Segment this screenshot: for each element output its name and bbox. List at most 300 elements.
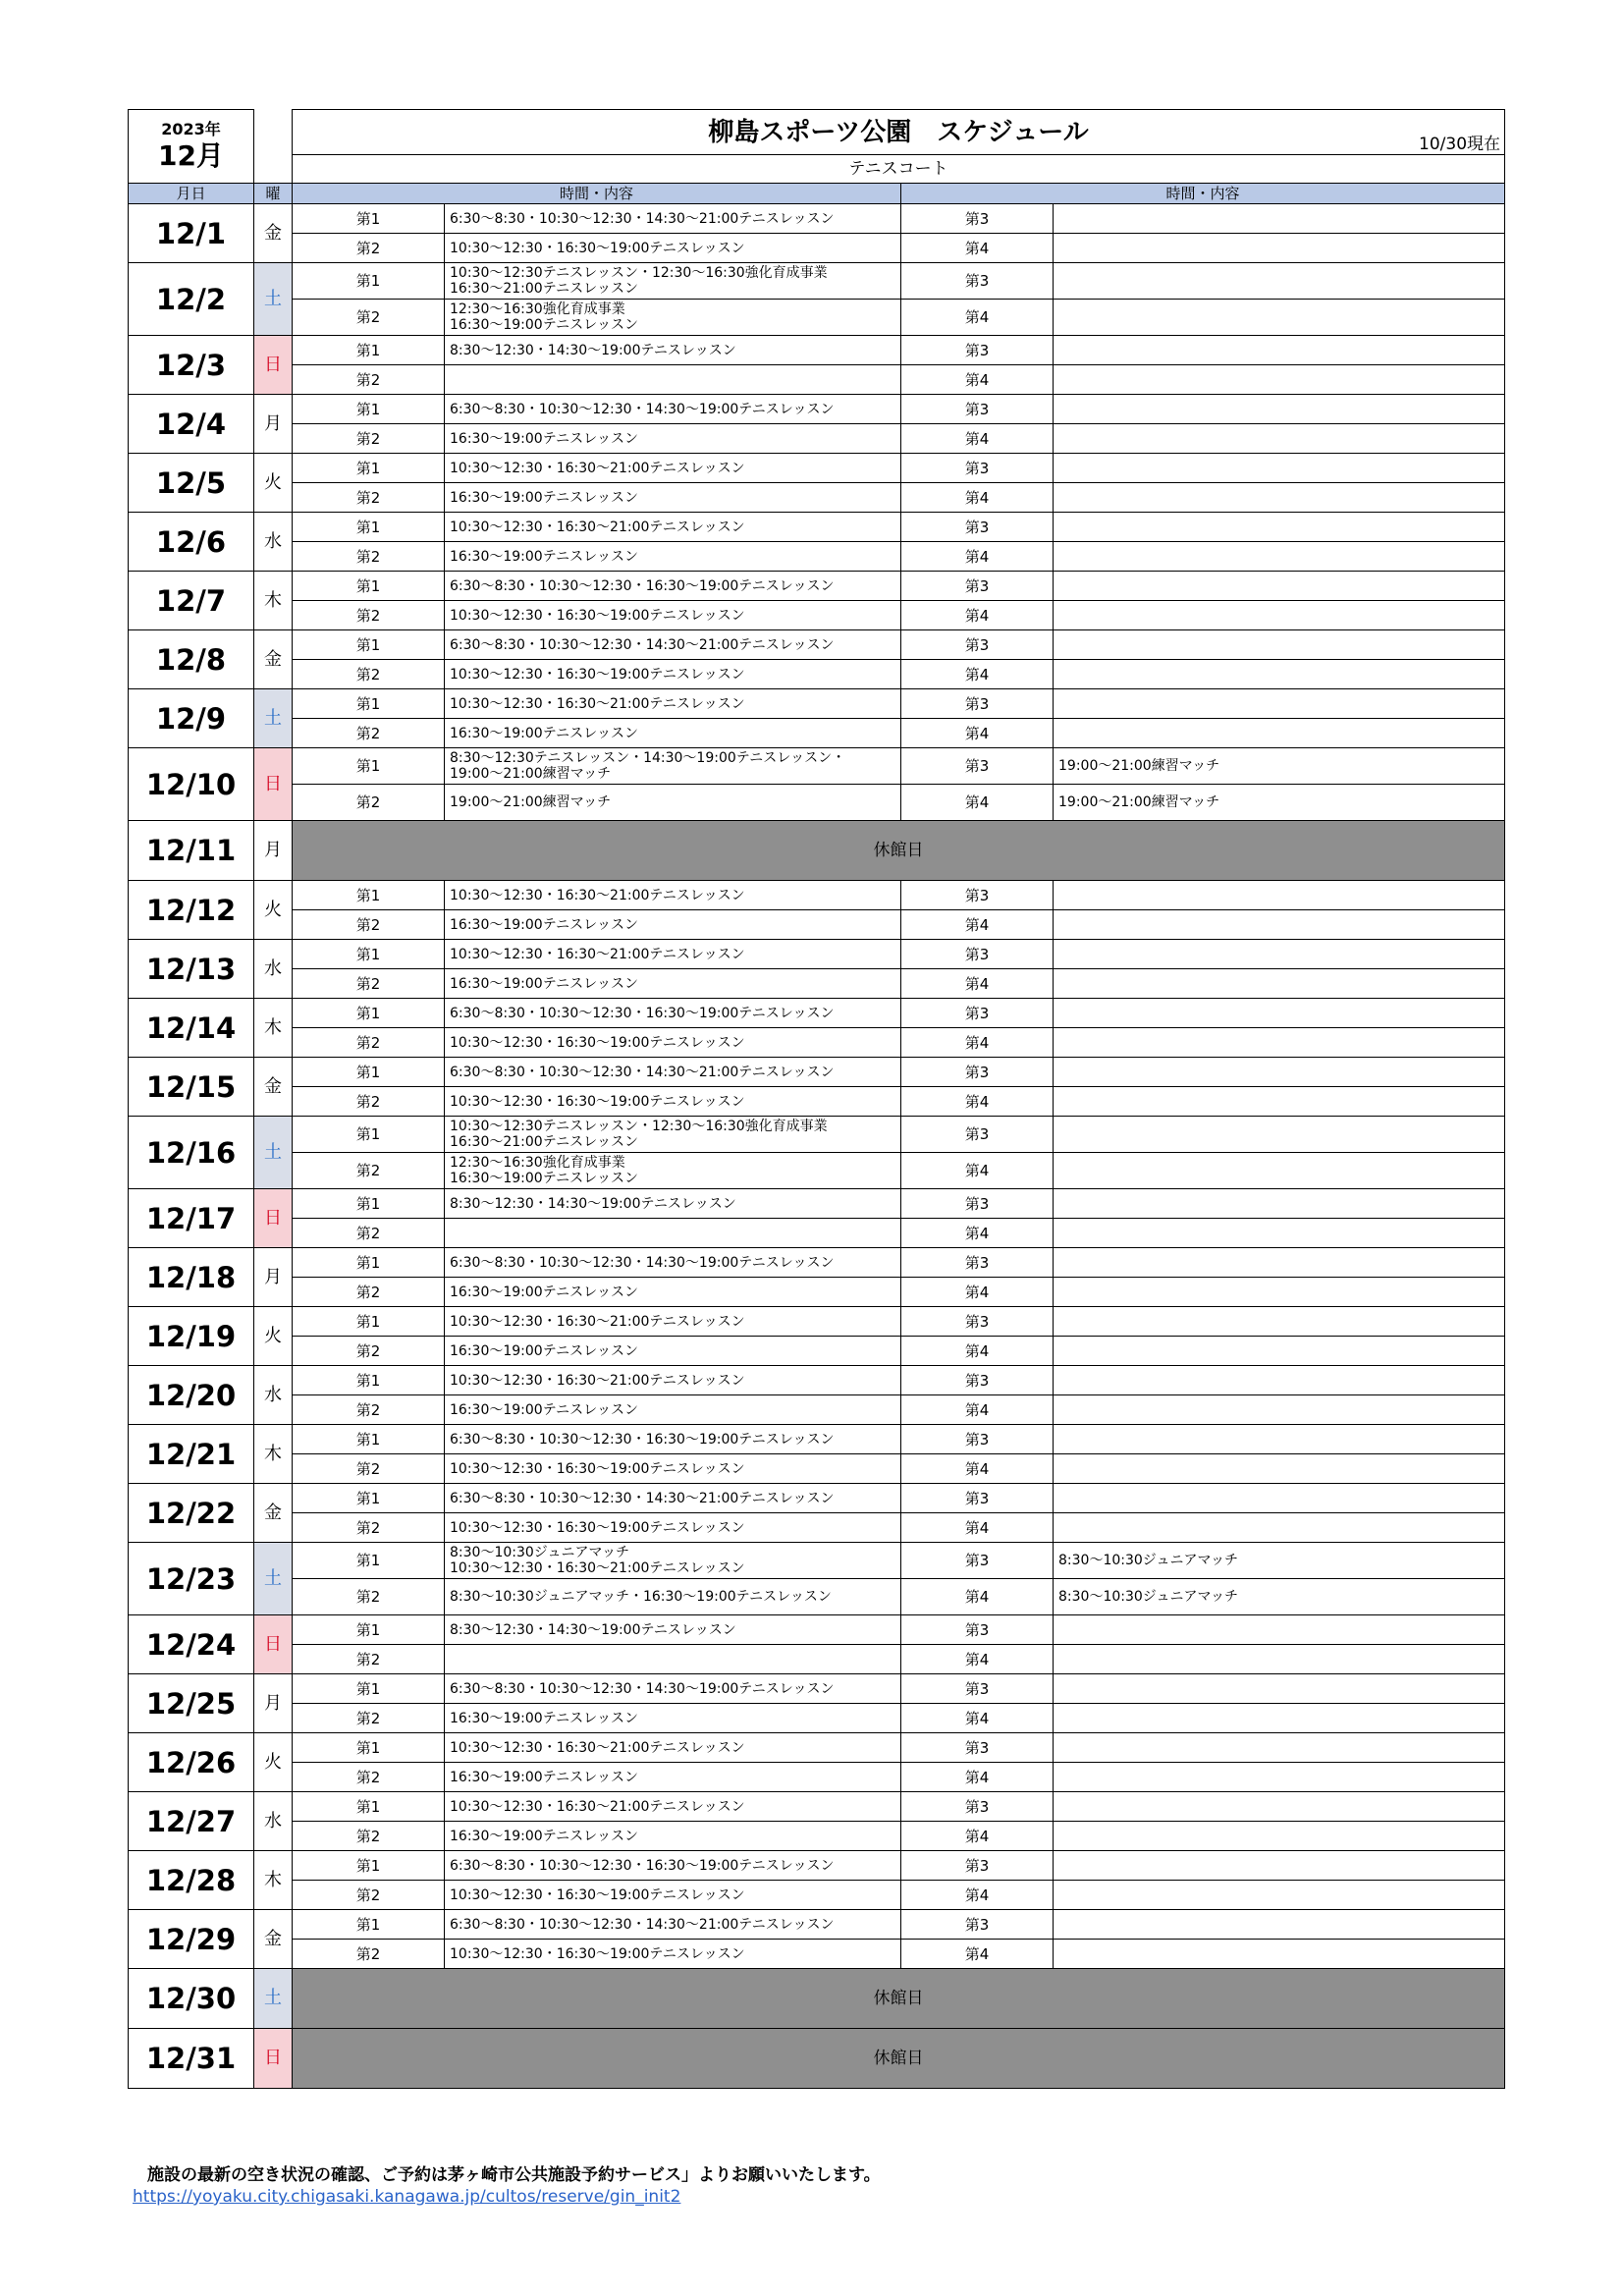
- day-of-week: 月: [254, 821, 293, 881]
- court-4-schedule: [1054, 1822, 1505, 1851]
- court-2-schedule: 10:30〜12:30・16:30〜19:00テニスレッスン: [445, 1513, 901, 1543]
- day-date: 12/10: [129, 748, 254, 821]
- day-date: 12/2: [129, 263, 254, 336]
- court-1-schedule: 6:30〜8:30・10:30〜12:30・14:30〜21:00テニスレッスン: [445, 1910, 901, 1940]
- court-4-schedule: [1054, 234, 1505, 263]
- court-4-schedule: [1054, 1028, 1505, 1058]
- day-date: 12/1: [129, 204, 254, 263]
- court-4-schedule: [1054, 1645, 1505, 1674]
- court-3-label: 第3: [901, 1733, 1054, 1763]
- day-of-week: 土: [254, 1117, 293, 1189]
- day-row: [129, 940, 1505, 969]
- day-of-week: 日: [254, 1615, 293, 1674]
- day-of-week: 金: [254, 1058, 293, 1117]
- court-3-label: 第3: [901, 689, 1054, 719]
- day-of-week: 日: [254, 748, 293, 821]
- day-date: 12/20: [129, 1366, 254, 1425]
- court-1-schedule: 10:30〜12:30・16:30〜21:00テニスレッスン: [445, 881, 901, 910]
- court-2-schedule: 19:00〜21:00練習マッチ: [445, 785, 901, 821]
- court-2-label: 第2: [293, 1337, 445, 1366]
- court-2-schedule: 16:30〜19:00テニスレッスン: [445, 483, 901, 513]
- court-4-schedule: 8:30〜10:30ジュニアマッチ: [1054, 1579, 1505, 1615]
- court-2-schedule: 16:30〜19:00テニスレッスン: [445, 424, 901, 454]
- day-row-second: [129, 1153, 1505, 1189]
- day-row: [129, 1910, 1505, 1940]
- day-row-second: [129, 910, 1505, 940]
- court-4-schedule: [1054, 483, 1505, 513]
- court-2-label: 第2: [293, 1153, 445, 1189]
- court-4-schedule: [1054, 660, 1505, 689]
- day-row: [129, 1615, 1505, 1645]
- court-4-label: 第4: [901, 424, 1054, 454]
- court-4-label: 第4: [901, 1513, 1054, 1543]
- court-4-label: 第4: [901, 1337, 1054, 1366]
- court-3-label: 第3: [901, 1248, 1054, 1278]
- day-row: [129, 689, 1505, 719]
- court-1-schedule: 10:30〜12:30・16:30〜21:00テニスレッスン: [445, 454, 901, 483]
- court-1-label: 第1: [293, 1189, 445, 1219]
- court-4-schedule: [1054, 1395, 1505, 1425]
- court-2-schedule: 12:30〜16:30強化育成事業 16:30〜19:00テニスレッスン: [445, 300, 901, 336]
- day-row-second: [129, 234, 1505, 263]
- day-date: 12/24: [129, 1615, 254, 1674]
- day-row-second: [129, 1454, 1505, 1484]
- day-row: [129, 1307, 1505, 1337]
- court-2-label: 第2: [293, 1087, 445, 1117]
- court-3-schedule: [1054, 454, 1505, 483]
- court-2-label: 第2: [293, 1278, 445, 1307]
- court-3-label: 第3: [901, 630, 1054, 660]
- court-2-label: 第2: [293, 542, 445, 572]
- col-header-dow: 曜: [254, 184, 293, 204]
- court-3-label: 第3: [901, 1189, 1054, 1219]
- day-of-week: 日: [254, 1189, 293, 1248]
- court-4-label: 第4: [901, 1395, 1054, 1425]
- day-row-second: [129, 660, 1505, 689]
- day-row: [129, 1969, 1505, 2029]
- court-1-schedule: 6:30〜8:30・10:30〜12:30・16:30〜19:00テニスレッスン: [445, 1851, 901, 1881]
- day-row-second: [129, 785, 1505, 821]
- page-title-cell: [293, 110, 1505, 155]
- col-header-time-2: 時間・内容: [901, 184, 1505, 204]
- court-2-label: 第2: [293, 1219, 445, 1248]
- day-of-week: 水: [254, 940, 293, 999]
- court-4-label: 第4: [901, 785, 1054, 821]
- day-row: [129, 1733, 1505, 1763]
- court-3-schedule: [1054, 336, 1505, 365]
- court-4-schedule: [1054, 1454, 1505, 1484]
- court-4-schedule: [1054, 542, 1505, 572]
- day-of-week: 日: [254, 336, 293, 395]
- day-date: 12/21: [129, 1425, 254, 1484]
- court-1-schedule: 8:30〜12:30テニスレッスン・14:30〜19:00テニスレッスン・ 19:00〜21:00練習マッチ: [445, 748, 901, 785]
- court-3-schedule: [1054, 1366, 1505, 1395]
- court-2-schedule: 16:30〜19:00テニスレッスン: [445, 910, 901, 940]
- court-1-label: 第1: [293, 748, 445, 785]
- day-row: [129, 999, 1505, 1028]
- court-1-schedule: 10:30〜12:30・16:30〜21:00テニスレッスン: [445, 940, 901, 969]
- court-3-schedule: [1054, 1189, 1505, 1219]
- day-of-week: 月: [254, 395, 293, 454]
- court-4-schedule: [1054, 424, 1505, 454]
- court-1-schedule: 6:30〜8:30・10:30〜12:30・14:30〜21:00テニスレッスン: [445, 1484, 901, 1513]
- closed-day: 休館日: [293, 821, 1505, 881]
- day-row-second: [129, 1028, 1505, 1058]
- court-1-label: 第1: [293, 999, 445, 1028]
- court-1-label: 第1: [293, 395, 445, 424]
- day-row-second: [129, 365, 1505, 395]
- col-header-time-1: 時間・内容: [293, 184, 901, 204]
- court-3-label: 第3: [901, 204, 1054, 234]
- court-3-schedule: [1054, 1117, 1505, 1153]
- court-2-schedule: 16:30〜19:00テニスレッスン: [445, 1704, 901, 1733]
- court-1-label: 第1: [293, 1910, 445, 1940]
- court-2-label: 第2: [293, 1454, 445, 1484]
- day-date: 12/13: [129, 940, 254, 999]
- court-4-schedule: [1054, 1513, 1505, 1543]
- court-4-schedule: [1054, 1881, 1505, 1910]
- court-2-label: 第2: [293, 483, 445, 513]
- court-4-label: 第4: [901, 1822, 1054, 1851]
- court-4-label: 第4: [901, 1763, 1054, 1792]
- day-row-second: [129, 1645, 1505, 1674]
- day-date: 12/22: [129, 1484, 254, 1543]
- court-1-label: 第1: [293, 1248, 445, 1278]
- day-date: 12/17: [129, 1189, 254, 1248]
- day-date: 12/30: [129, 1969, 254, 2029]
- day-row-second: [129, 719, 1505, 748]
- court-3-schedule: [1054, 1248, 1505, 1278]
- day-of-week: 金: [254, 630, 293, 689]
- court-1-label: 第1: [293, 881, 445, 910]
- court-1-label: 第1: [293, 1425, 445, 1454]
- court-4-label: 第4: [901, 1881, 1054, 1910]
- court-1-schedule: 10:30〜12:30・16:30〜21:00テニスレッスン: [445, 1366, 901, 1395]
- day-row: [129, 204, 1505, 234]
- court-3-schedule: [1054, 689, 1505, 719]
- court-2-label: 第2: [293, 1645, 445, 1674]
- court-1-schedule: 6:30〜8:30・10:30〜12:30・14:30〜21:00テニスレッスン: [445, 204, 901, 234]
- day-row: [129, 454, 1505, 483]
- court-3-schedule: [1054, 940, 1505, 969]
- court-4-schedule: 19:00〜21:00練習マッチ: [1054, 785, 1505, 821]
- court-4-schedule: [1054, 719, 1505, 748]
- court-3-label: 第3: [901, 1543, 1054, 1579]
- day-of-week: 金: [254, 204, 293, 263]
- court-1-schedule: 6:30〜8:30・10:30〜12:30・14:30〜19:00テニスレッスン: [445, 395, 901, 424]
- court-3-schedule: [1054, 1425, 1505, 1454]
- schedule-table: [128, 109, 1505, 2089]
- court-2-label: 第2: [293, 365, 445, 395]
- court-4-label: 第4: [901, 1579, 1054, 1615]
- court-1-label: 第1: [293, 1307, 445, 1337]
- court-4-schedule: [1054, 910, 1505, 940]
- court-3-label: 第3: [901, 513, 1054, 542]
- court-1-schedule: 10:30〜12:30・16:30〜21:00テニスレッスン: [445, 1733, 901, 1763]
- as-of-date: 10/30現在: [1419, 135, 1501, 154]
- day-row-second: [129, 1087, 1505, 1117]
- court-3-schedule: [1054, 1674, 1505, 1704]
- court-4-schedule: [1054, 1153, 1505, 1189]
- court-3-schedule: [1054, 1851, 1505, 1881]
- court-3-schedule: [1054, 630, 1505, 660]
- court-4-schedule: [1054, 300, 1505, 336]
- court-3-schedule: [1054, 1058, 1505, 1087]
- day-row: [129, 1117, 1505, 1153]
- day-of-week: 木: [254, 1425, 293, 1484]
- court-4-schedule: [1054, 1940, 1505, 1969]
- court-2-schedule: 10:30〜12:30・16:30〜19:00テニスレッスン: [445, 660, 901, 689]
- court-1-label: 第1: [293, 572, 445, 601]
- day-date: 12/11: [129, 821, 254, 881]
- day-date: 12/3: [129, 336, 254, 395]
- court-4-label: 第4: [901, 719, 1054, 748]
- court-3-schedule: [1054, 395, 1505, 424]
- day-date: 12/5: [129, 454, 254, 513]
- court-1-label: 第1: [293, 1366, 445, 1395]
- day-row: [129, 1425, 1505, 1454]
- col-header-date: 月日: [129, 184, 254, 204]
- court-2-schedule: 10:30〜12:30・16:30〜19:00テニスレッスン: [445, 1454, 901, 1484]
- court-1-label: 第1: [293, 1792, 445, 1822]
- day-row-second: [129, 1881, 1505, 1910]
- court-2-label: 第2: [293, 785, 445, 821]
- court-4-schedule: [1054, 365, 1505, 395]
- court-1-label: 第1: [293, 1058, 445, 1087]
- court-2-label: 第2: [293, 601, 445, 630]
- court-3-schedule: [1054, 1733, 1505, 1763]
- day-of-week: 金: [254, 1484, 293, 1543]
- day-date: 12/12: [129, 881, 254, 940]
- court-1-schedule: 6:30〜8:30・10:30〜12:30・14:30〜19:00テニスレッスン: [445, 1248, 901, 1278]
- court-3-label: 第3: [901, 1117, 1054, 1153]
- court-2-schedule: 12:30〜16:30強化育成事業 16:30〜19:00テニスレッスン: [445, 1153, 901, 1189]
- court-4-schedule: [1054, 1337, 1505, 1366]
- court-2-label: 第2: [293, 424, 445, 454]
- day-row-second: [129, 1579, 1505, 1615]
- court-3-schedule: [1054, 572, 1505, 601]
- court-4-label: 第4: [901, 1454, 1054, 1484]
- court-2-schedule: 8:30〜10:30ジュニアマッチ・16:30〜19:00テニスレッスン: [445, 1579, 901, 1615]
- court-3-label: 第3: [901, 572, 1054, 601]
- court-1-schedule: 6:30〜8:30・10:30〜12:30・16:30〜19:00テニスレッスン: [445, 999, 901, 1028]
- court-2-schedule: 16:30〜19:00テニスレッスン: [445, 1395, 901, 1425]
- day-of-week: 火: [254, 1733, 293, 1792]
- court-3-label: 第3: [901, 881, 1054, 910]
- court-1-label: 第1: [293, 454, 445, 483]
- day-row: [129, 1792, 1505, 1822]
- day-of-week: 木: [254, 572, 293, 630]
- reservation-link[interactable]: https://yoyaku.city.chigasaki.kanagawa.jp/cultos/reserve/gin_init2: [133, 2187, 681, 2207]
- court-3-label: 第3: [901, 395, 1054, 424]
- court-3-label: 第3: [901, 1851, 1054, 1881]
- court-4-label: 第4: [901, 601, 1054, 630]
- day-row: [129, 395, 1505, 424]
- court-2-schedule: [445, 1219, 901, 1248]
- court-1-label: 第1: [293, 630, 445, 660]
- court-3-schedule: [1054, 513, 1505, 542]
- court-3-label: 第3: [901, 1307, 1054, 1337]
- court-1-label: 第1: [293, 1674, 445, 1704]
- court-2-schedule: [445, 1645, 901, 1674]
- day-row-second: [129, 1704, 1505, 1733]
- day-row: [129, 2029, 1505, 2089]
- court-4-label: 第4: [901, 1219, 1054, 1248]
- day-row: [129, 1674, 1505, 1704]
- day-date: 12/6: [129, 513, 254, 572]
- day-of-week: 土: [254, 1969, 293, 2029]
- court-3-label: 第3: [901, 1792, 1054, 1822]
- court-3-schedule: [1054, 1615, 1505, 1645]
- court-4-schedule: [1054, 1087, 1505, 1117]
- court-3-schedule: 19:00〜21:00練習マッチ: [1054, 748, 1505, 785]
- day-row-second: [129, 969, 1505, 999]
- court-2-schedule: 10:30〜12:30・16:30〜19:00テニスレッスン: [445, 1940, 901, 1969]
- day-row-second: [129, 1337, 1505, 1366]
- court-2-label: 第2: [293, 1513, 445, 1543]
- court-3-label: 第3: [901, 1615, 1054, 1645]
- court-2-label: 第2: [293, 969, 445, 999]
- day-date: 12/15: [129, 1058, 254, 1117]
- day-row: [129, 1189, 1505, 1219]
- court-2-label: 第2: [293, 1763, 445, 1792]
- court-1-schedule: 10:30〜12:30テニスレッスン・12:30〜16:30強化育成事業 16:30〜21:00テニスレッスン: [445, 1117, 901, 1153]
- court-2-label: 第2: [293, 1395, 445, 1425]
- court-1-label: 第1: [293, 689, 445, 719]
- page-title: 柳島スポーツ公園 スケジュール: [708, 117, 1089, 147]
- court-3-label: 第3: [901, 748, 1054, 785]
- court-2-label: 第2: [293, 719, 445, 748]
- court-1-label: 第1: [293, 1543, 445, 1579]
- court-4-label: 第4: [901, 300, 1054, 336]
- day-date: 12/31: [129, 2029, 254, 2089]
- court-1-schedule: 8:30〜12:30・14:30〜19:00テニスレッスン: [445, 1615, 901, 1645]
- court-2-schedule: 10:30〜12:30・16:30〜19:00テニスレッスン: [445, 1087, 901, 1117]
- day-row-second: [129, 483, 1505, 513]
- court-2-schedule: 10:30〜12:30・16:30〜19:00テニスレッスン: [445, 601, 901, 630]
- court-1-schedule: 8:30〜12:30・14:30〜19:00テニスレッスン: [445, 336, 901, 365]
- court-2-schedule: 10:30〜12:30・16:30〜19:00テニスレッスン: [445, 1028, 901, 1058]
- court-1-schedule: 10:30〜12:30テニスレッスン・12:30〜16:30強化育成事業 16:30〜21:00テニスレッスン: [445, 263, 901, 300]
- court-2-schedule: 16:30〜19:00テニスレッスン: [445, 542, 901, 572]
- court-1-schedule: 8:30〜10:30ジュニアマッチ 10:30〜12:30・16:30〜21:00テニスレッスン: [445, 1543, 901, 1579]
- court-2-schedule: 16:30〜19:00テニスレッスン: [445, 1337, 901, 1366]
- court-4-label: 第4: [901, 365, 1054, 395]
- court-1-label: 第1: [293, 1851, 445, 1881]
- court-1-schedule: 6:30〜8:30・10:30〜12:30・14:30〜21:00テニスレッスン: [445, 630, 901, 660]
- schedule-sheet: [128, 109, 1504, 2089]
- court-2-label: 第2: [293, 910, 445, 940]
- day-row-second: [129, 1822, 1505, 1851]
- day-row-second: [129, 1940, 1505, 1969]
- court-3-schedule: [1054, 1910, 1505, 1940]
- court-2-label: 第2: [293, 1704, 445, 1733]
- day-row: [129, 1366, 1505, 1395]
- day-date: 12/23: [129, 1543, 254, 1615]
- court-2-label: 第2: [293, 234, 445, 263]
- court-1-schedule: 6:30〜8:30・10:30〜12:30・14:30〜21:00テニスレッスン: [445, 1058, 901, 1087]
- court-4-schedule: [1054, 1219, 1505, 1248]
- year-month-cell: [129, 110, 254, 184]
- court-3-schedule: [1054, 999, 1505, 1028]
- court-3-label: 第3: [901, 336, 1054, 365]
- day-of-week: 木: [254, 999, 293, 1058]
- day-row: [129, 513, 1505, 542]
- day-date: 12/7: [129, 572, 254, 630]
- day-date: 12/25: [129, 1674, 254, 1733]
- court-3-label: 第3: [901, 1058, 1054, 1087]
- day-date: 12/14: [129, 999, 254, 1058]
- day-date: 12/19: [129, 1307, 254, 1366]
- court-2-label: 第2: [293, 1579, 445, 1615]
- day-date: 12/26: [129, 1733, 254, 1792]
- day-row-second: [129, 1395, 1505, 1425]
- day-row-second: [129, 1513, 1505, 1543]
- court-2-schedule: 16:30〜19:00テニスレッスン: [445, 969, 901, 999]
- court-3-label: 第3: [901, 1484, 1054, 1513]
- court-3-label: 第3: [901, 263, 1054, 300]
- court-4-label: 第4: [901, 1028, 1054, 1058]
- day-date: 12/8: [129, 630, 254, 689]
- court-3-schedule: [1054, 1307, 1505, 1337]
- court-1-schedule: 6:30〜8:30・10:30〜12:30・16:30〜19:00テニスレッスン: [445, 1425, 901, 1454]
- court-3-schedule: [1054, 263, 1505, 300]
- court-2-schedule: [445, 365, 901, 395]
- day-of-week: 土: [254, 689, 293, 748]
- day-row: [129, 1058, 1505, 1087]
- court-1-schedule: 6:30〜8:30・10:30〜12:30・16:30〜19:00テニスレッスン: [445, 572, 901, 601]
- court-2-schedule: 16:30〜19:00テニスレッスン: [445, 719, 901, 748]
- court-4-schedule: [1054, 601, 1505, 630]
- day-of-week: 水: [254, 1792, 293, 1851]
- court-2-label: 第2: [293, 1940, 445, 1969]
- court-4-label: 第4: [901, 1087, 1054, 1117]
- court-1-label: 第1: [293, 1615, 445, 1645]
- year-label: 2023年: [161, 120, 221, 138]
- court-4-label: 第4: [901, 1645, 1054, 1674]
- day-date: 12/29: [129, 1910, 254, 1969]
- court-2-schedule: 10:30〜12:30・16:30〜19:00テニスレッスン: [445, 234, 901, 263]
- month-label: 12月: [158, 139, 224, 172]
- day-of-week: 月: [254, 1248, 293, 1307]
- day-of-week: 火: [254, 881, 293, 940]
- court-2-label: 第2: [293, 1028, 445, 1058]
- day-of-week: 火: [254, 1307, 293, 1366]
- day-row-second: [129, 1278, 1505, 1307]
- day-row: [129, 572, 1505, 601]
- court-3-label: 第3: [901, 1425, 1054, 1454]
- court-2-schedule: 16:30〜19:00テニスレッスン: [445, 1278, 901, 1307]
- day-of-week: 土: [254, 263, 293, 336]
- court-4-label: 第4: [901, 1278, 1054, 1307]
- court-1-schedule: 10:30〜12:30・16:30〜21:00テニスレッスン: [445, 1792, 901, 1822]
- day-row: [129, 1248, 1505, 1278]
- day-date: 12/27: [129, 1792, 254, 1851]
- day-row-second: [129, 542, 1505, 572]
- day-date: 12/16: [129, 1117, 254, 1189]
- day-row: [129, 630, 1505, 660]
- court-4-schedule: [1054, 969, 1505, 999]
- court-4-schedule: [1054, 1278, 1505, 1307]
- court-1-schedule: 10:30〜12:30・16:30〜21:00テニスレッスン: [445, 1307, 901, 1337]
- day-row-second: [129, 1219, 1505, 1248]
- court-4-schedule: [1054, 1763, 1505, 1792]
- court-1-schedule: 8:30〜12:30・14:30〜19:00テニスレッスン: [445, 1189, 901, 1219]
- court-4-label: 第4: [901, 234, 1054, 263]
- court-4-label: 第4: [901, 483, 1054, 513]
- court-1-label: 第1: [293, 513, 445, 542]
- day-of-week: 月: [254, 1674, 293, 1733]
